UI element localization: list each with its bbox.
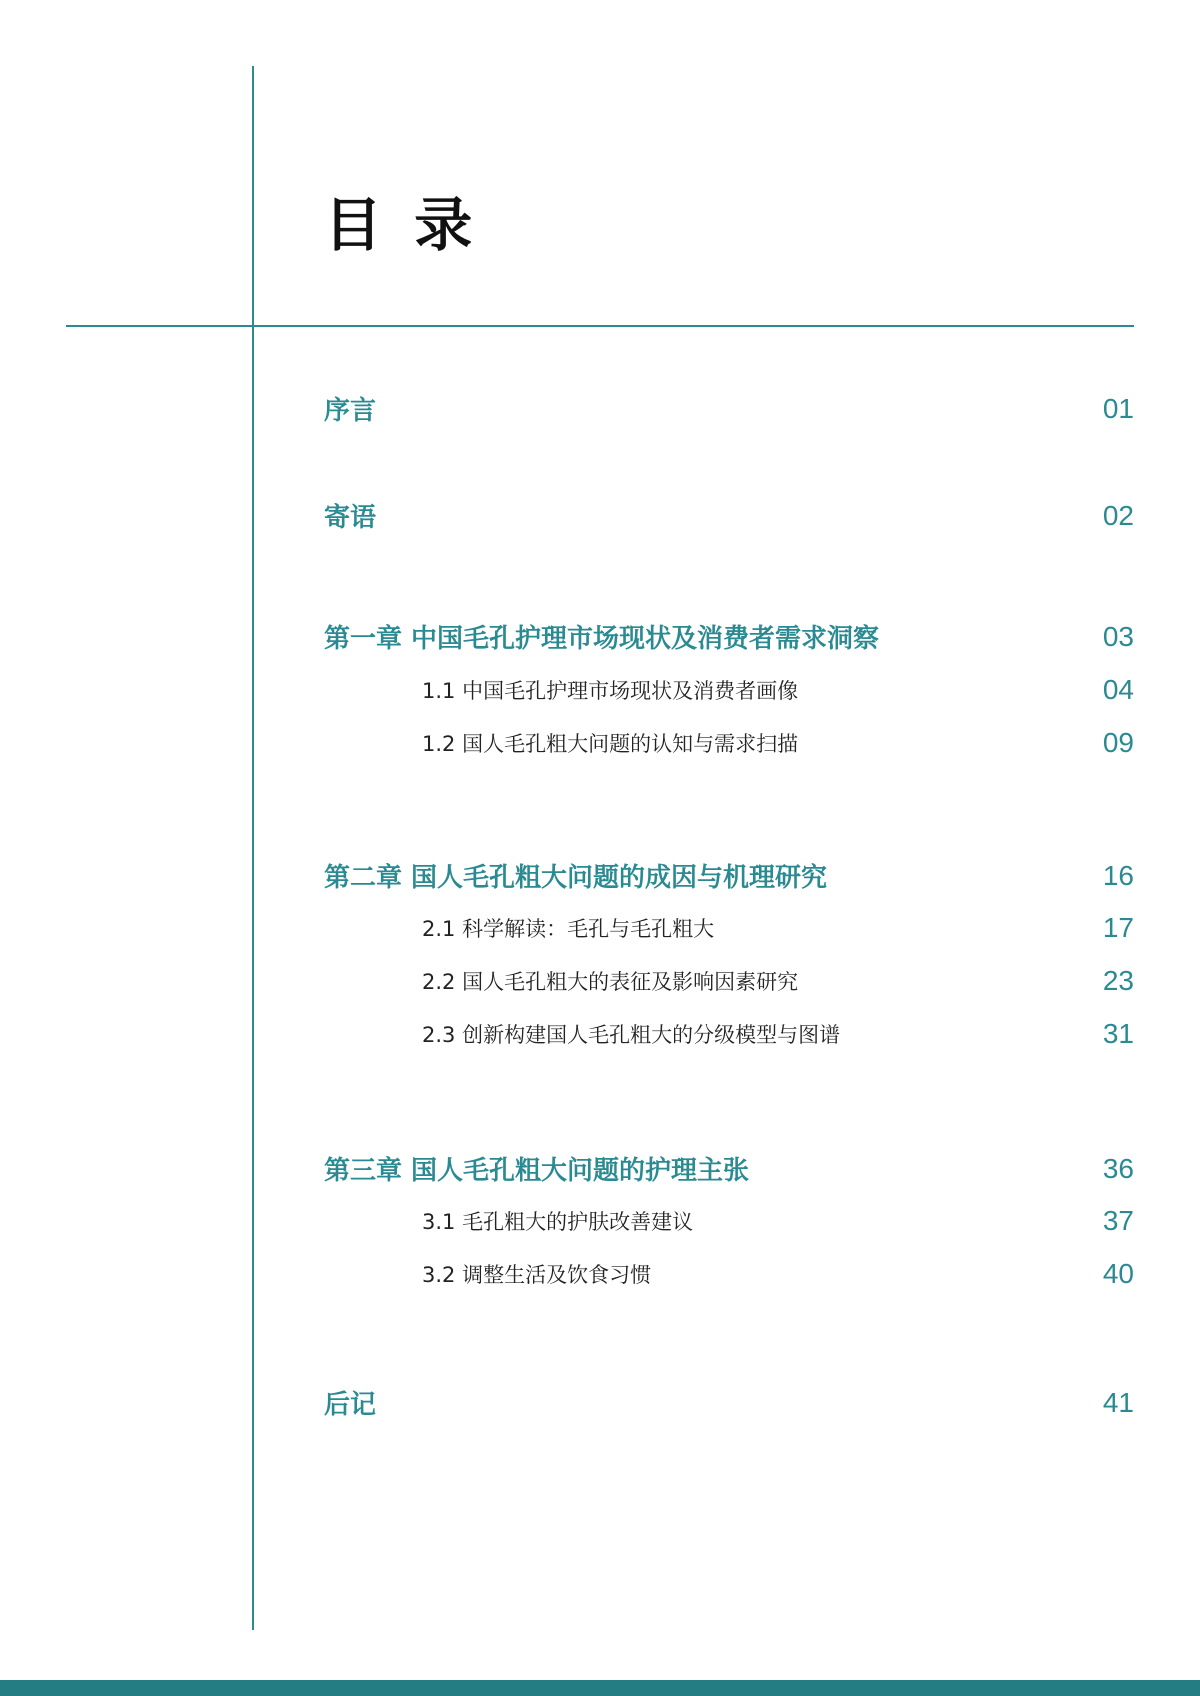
footer-bar — [0, 1680, 1200, 1696]
toc-entry-label: 2.1 科学解读：毛孔与毛孔粗大 — [422, 917, 715, 941]
toc-entry-label: 3.2 调整生活及饮食习惯 — [422, 1263, 652, 1287]
toc-entry-label: 2.3 创新构建国人毛孔粗大的分级模型与图谱 — [422, 1023, 841, 1047]
toc-entry-page: 02 — [1102, 499, 1134, 531]
toc-entry-page: 40 — [1102, 1258, 1134, 1289]
toc-entry-section-3-2[interactable] — [422, 1258, 1134, 1290]
toc-entry-section-1-1[interactable] — [422, 674, 1134, 706]
page-title: 目 录 — [324, 191, 479, 259]
toc-entry-label: 第三章 国人毛孔粗大问题的护理主张 — [324, 1156, 750, 1186]
toc-entry-chapter-1[interactable] — [324, 618, 1134, 655]
toc-entry-page: 16 — [1102, 859, 1134, 891]
toc-entry-page: 03 — [1102, 620, 1134, 652]
toc-entry-label: 1.1 中国毛孔护理市场现状及消费者画像 — [422, 679, 799, 703]
toc-entry-preface[interactable] — [324, 390, 1134, 427]
toc-entry-page: 31 — [1102, 1018, 1134, 1049]
toc-entry-afterword[interactable] — [324, 1384, 1134, 1421]
toc-entry-label: 2.2 国人毛孔粗大的表征及影响因素研究 — [422, 970, 799, 994]
toc-entry-page: 37 — [1102, 1205, 1134, 1236]
toc-entry-label: 第二章 国人毛孔粗大问题的成因与机理研究 — [324, 863, 828, 893]
toc-entry-label: 第一章 中国毛孔护理市场现状及消费者需求洞察 — [324, 624, 880, 654]
toc-entry-page: 36 — [1102, 1152, 1134, 1184]
toc-entry-section-2-2[interactable] — [422, 965, 1134, 997]
toc-entry-page: 01 — [1102, 392, 1134, 424]
toc-entry-label: 1.2 国人毛孔粗大问题的认知与需求扫描 — [422, 732, 799, 756]
toc-entry-chapter-3[interactable] — [324, 1150, 1134, 1187]
toc-entry-page: 41 — [1102, 1386, 1134, 1418]
toc-entry-section-2-3[interactable] — [422, 1018, 1134, 1050]
toc-entry-message[interactable] — [324, 497, 1134, 534]
toc-entry-page: 09 — [1102, 727, 1134, 758]
horizontal-rule — [66, 325, 1134, 327]
toc-entry-page: 04 — [1102, 674, 1134, 705]
toc-entry-section-1-2[interactable] — [422, 727, 1134, 759]
toc-entry-label: 寄语 — [324, 503, 377, 533]
toc-entry-label: 后记 — [324, 1390, 377, 1420]
toc-entry-label: 3.1 毛孔粗大的护肤改善建议 — [422, 1210, 694, 1234]
vertical-rule — [252, 66, 254, 1630]
toc-entry-section-2-1[interactable] — [422, 912, 1134, 944]
toc-entry-page: 23 — [1102, 965, 1134, 996]
toc-entry-section-3-1[interactable] — [422, 1205, 1134, 1237]
toc-entry-chapter-2[interactable] — [324, 857, 1134, 894]
toc-entry-label: 序言 — [324, 396, 377, 426]
toc-entry-page: 17 — [1102, 912, 1134, 943]
